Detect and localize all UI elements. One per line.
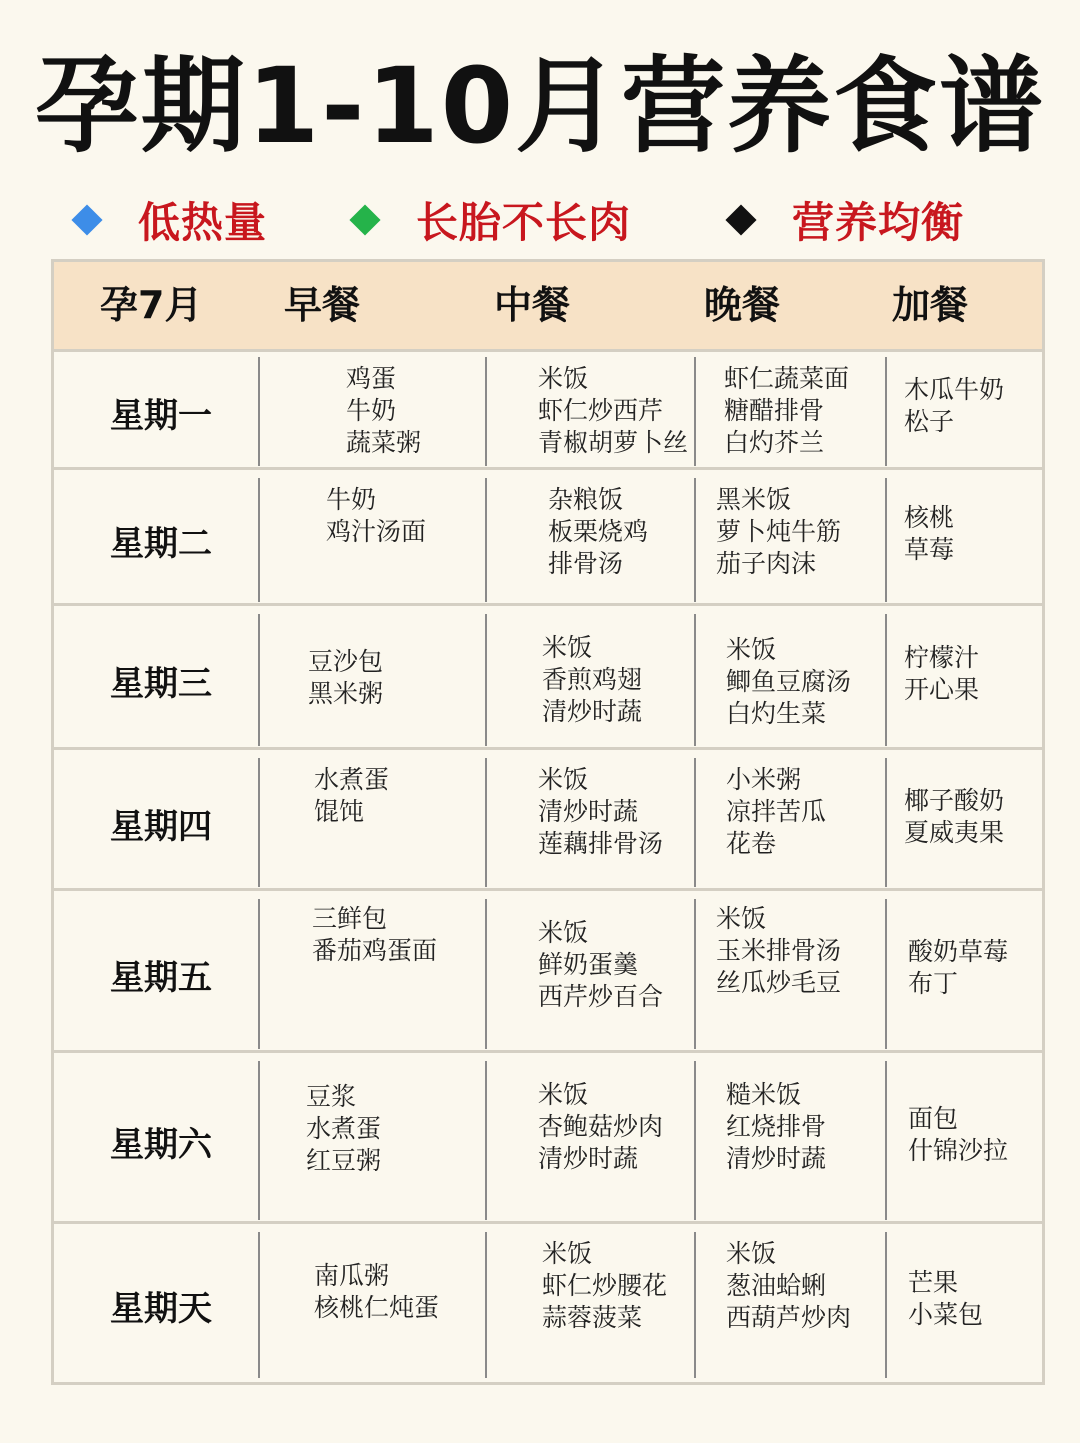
cell-snack (904, 374, 1004, 438)
table-row (54, 1224, 1042, 1382)
page-title: 孕期1-10月营养食谱 (34, 45, 1046, 167)
tag-label: 长胎不长肉 (416, 198, 632, 247)
column-divider (258, 899, 260, 1049)
cell-snack (908, 936, 1008, 1000)
dish-item: 白灼生菜 (726, 699, 827, 728)
dish-item: 杏鲍菇炒肉 (538, 1112, 664, 1141)
column-divider (694, 1061, 696, 1220)
dish-item: 馄饨 (314, 797, 365, 826)
header-lunch: 中餐 (494, 283, 571, 327)
dish-item: 什锦沙拉 (908, 1135, 1009, 1165)
dish-item: 蔬菜粥 (346, 428, 422, 457)
column-divider (885, 1232, 887, 1378)
cell-lunch (542, 1238, 667, 1334)
dish-item: 酸奶草莓 (908, 937, 1009, 966)
dish-item: 米饭 (542, 1239, 593, 1268)
dish-item: 花卷 (726, 829, 777, 858)
dish-item: 虾仁蔬菜面 (724, 364, 850, 393)
dish-item: 茄子肉沫 (716, 549, 817, 578)
cell-dinner (726, 764, 826, 860)
dish-item: 虾仁炒腰花 (542, 1271, 668, 1300)
cell-snack (908, 1103, 1008, 1167)
column-divider (258, 614, 260, 746)
dish-item: 夏威夷果 (904, 817, 1005, 847)
dish-item: 红烧排骨 (726, 1112, 827, 1141)
column-divider (885, 478, 887, 602)
dish-item: 萝卜炖牛筋 (716, 517, 842, 546)
cell-snack (904, 502, 954, 566)
table-row (54, 1053, 1042, 1224)
dish-item: 米饭 (542, 633, 593, 662)
column-divider (485, 758, 487, 887)
column-divider (485, 357, 487, 466)
dish-item: 草莓 (904, 535, 955, 564)
column-divider (885, 614, 887, 746)
column-divider (485, 899, 487, 1049)
column-divider (694, 758, 696, 887)
header-dinner: 晚餐 (704, 283, 781, 327)
dish-item: 鸡蛋 (346, 364, 397, 393)
dish-item: 西葫芦炒肉 (726, 1303, 852, 1332)
cell-lunch (538, 764, 663, 860)
dish-item: 椰子酸奶 (904, 785, 1005, 815)
dish-item: 芒果 (908, 1268, 959, 1297)
day-label: 星期五 (110, 958, 212, 998)
dish-item: 板栗烧鸡 (548, 517, 649, 546)
tag-label: 营养均衡 (792, 198, 965, 247)
cell-dinner (726, 1079, 826, 1175)
column-divider (485, 1232, 487, 1378)
header-snack: 加餐 (892, 283, 969, 327)
dish-item: 鲫鱼豆腐汤 (726, 667, 852, 696)
dish-item: 蒜蓉菠菜 (542, 1303, 643, 1332)
tag-baby-growth (354, 188, 631, 252)
cell-dinner (724, 363, 849, 459)
dish-item: 清炒时蔬 (538, 1144, 639, 1173)
column-divider (485, 478, 487, 602)
dish-item: 排骨汤 (548, 549, 624, 578)
dish-item: 黑米饭 (716, 485, 792, 514)
day-label: 星期四 (110, 806, 212, 847)
column-divider (485, 1061, 487, 1220)
column-divider (694, 357, 696, 466)
header-month: 孕7月 (100, 283, 203, 327)
cell-lunch (542, 632, 642, 728)
column-divider (694, 1232, 696, 1378)
day-label: 星期天 (110, 1289, 212, 1329)
dish-item: 木瓜牛奶 (904, 374, 1005, 404)
tag-balanced-nutrition (730, 188, 964, 252)
cell-dinner (716, 903, 841, 999)
dish-item: 西芹炒百合 (538, 982, 664, 1011)
green-diamond-icon (349, 204, 380, 235)
dish-item: 小米粥 (726, 765, 802, 794)
column-divider (694, 478, 696, 602)
dish-item: 米饭 (538, 765, 589, 794)
column-divider (485, 614, 487, 746)
blue-diamond-icon (71, 204, 102, 235)
table-row (54, 891, 1042, 1053)
cell-breakfast (326, 484, 426, 548)
dish-item: 鸡汁汤面 (326, 517, 427, 546)
dish-item: 青椒胡萝卜丝 (538, 428, 689, 457)
column-divider (885, 1061, 887, 1220)
dish-item: 凉拌苦瓜 (726, 797, 827, 826)
cell-lunch (548, 484, 648, 580)
tag-label: 低热量 (138, 198, 268, 247)
column-divider (258, 478, 260, 602)
dish-item: 玉米排骨汤 (716, 936, 842, 965)
cell-breakfast (346, 363, 421, 459)
dish-item: 杂粮饭 (548, 485, 624, 514)
dish-item: 清炒时蔬 (726, 1144, 827, 1173)
dish-item: 水煮蛋 (306, 1114, 382, 1143)
dish-item: 鲜奶蛋羹 (538, 950, 639, 979)
cell-breakfast (314, 764, 389, 828)
dish-item: 清炒时蔬 (542, 697, 643, 726)
dish-item: 白灼芥兰 (724, 428, 825, 457)
dish-item: 红豆粥 (306, 1146, 382, 1175)
dish-item: 南瓜粥 (314, 1261, 390, 1290)
dish-item: 莲藕排骨汤 (538, 829, 664, 858)
column-divider (885, 357, 887, 466)
dish-item: 米饭 (716, 904, 767, 933)
cell-breakfast (306, 1081, 381, 1177)
dish-item: 米饭 (726, 635, 777, 664)
dish-item: 布丁 (908, 969, 959, 998)
dish-item: 三鲜包 (312, 904, 388, 933)
day-label: 星期六 (110, 1124, 212, 1165)
column-divider (885, 899, 887, 1049)
column-divider (258, 1061, 260, 1220)
cell-lunch (538, 917, 663, 1013)
tag-bar (0, 188, 1080, 252)
dish-item: 虾仁炒西芹 (538, 396, 664, 425)
dish-item: 豆沙包 (308, 647, 384, 676)
cell-snack (904, 642, 979, 706)
day-label: 星期一 (110, 395, 212, 436)
column-divider (258, 1232, 260, 1378)
dish-item: 开心果 (904, 675, 980, 704)
dish-item: 香煎鸡翅 (542, 665, 643, 694)
cell-breakfast (314, 1260, 439, 1324)
dish-item: 牛奶 (346, 396, 397, 425)
column-divider (694, 614, 696, 746)
column-divider (258, 357, 260, 466)
cell-lunch (538, 1079, 663, 1175)
dish-item: 米饭 (538, 918, 589, 947)
dish-item: 米饭 (538, 364, 589, 393)
cell-dinner (716, 484, 841, 580)
dish-item: 黑米粥 (308, 679, 384, 708)
black-diamond-icon (725, 204, 756, 235)
dish-item: 松子 (904, 406, 955, 436)
dish-item: 小菜包 (908, 1300, 984, 1329)
meal-plan-table (51, 259, 1045, 1385)
cell-dinner (726, 634, 851, 730)
column-divider (258, 758, 260, 887)
dish-item: 米饭 (538, 1080, 589, 1109)
dish-item: 豆浆 (306, 1082, 357, 1111)
day-label: 星期三 (110, 664, 212, 704)
table-row (54, 470, 1042, 606)
table-row (54, 606, 1042, 750)
cell-dinner (726, 1238, 851, 1334)
cell-breakfast (312, 903, 437, 967)
cell-lunch (538, 363, 688, 459)
dish-item: 番茄鸡蛋面 (312, 936, 438, 965)
column-divider (694, 899, 696, 1049)
table-row (54, 750, 1042, 891)
dish-item: 葱油蛤蜊 (726, 1271, 827, 1300)
dish-item: 丝瓜炒毛豆 (716, 968, 842, 997)
header-breakfast: 早餐 (284, 283, 361, 327)
dish-item: 面包 (908, 1103, 959, 1133)
dish-item: 糖醋排骨 (724, 396, 825, 425)
table-header (54, 262, 1042, 352)
dish-item: 核桃仁炖蛋 (314, 1293, 440, 1322)
dish-item: 米饭 (726, 1239, 777, 1268)
dish-item: 核桃 (904, 503, 955, 532)
dish-item: 柠檬汁 (904, 643, 980, 672)
table-row (54, 349, 1042, 470)
cell-breakfast (308, 646, 383, 710)
dish-item: 清炒时蔬 (538, 797, 639, 826)
day-label: 星期二 (110, 524, 212, 564)
cell-snack (908, 1267, 983, 1331)
tag-low-calorie (76, 188, 267, 252)
dish-item: 糙米饭 (726, 1080, 802, 1109)
dish-item: 牛奶 (326, 485, 377, 514)
dish-item: 水煮蛋 (314, 765, 390, 794)
cell-snack (904, 785, 1004, 849)
column-divider (885, 758, 887, 887)
